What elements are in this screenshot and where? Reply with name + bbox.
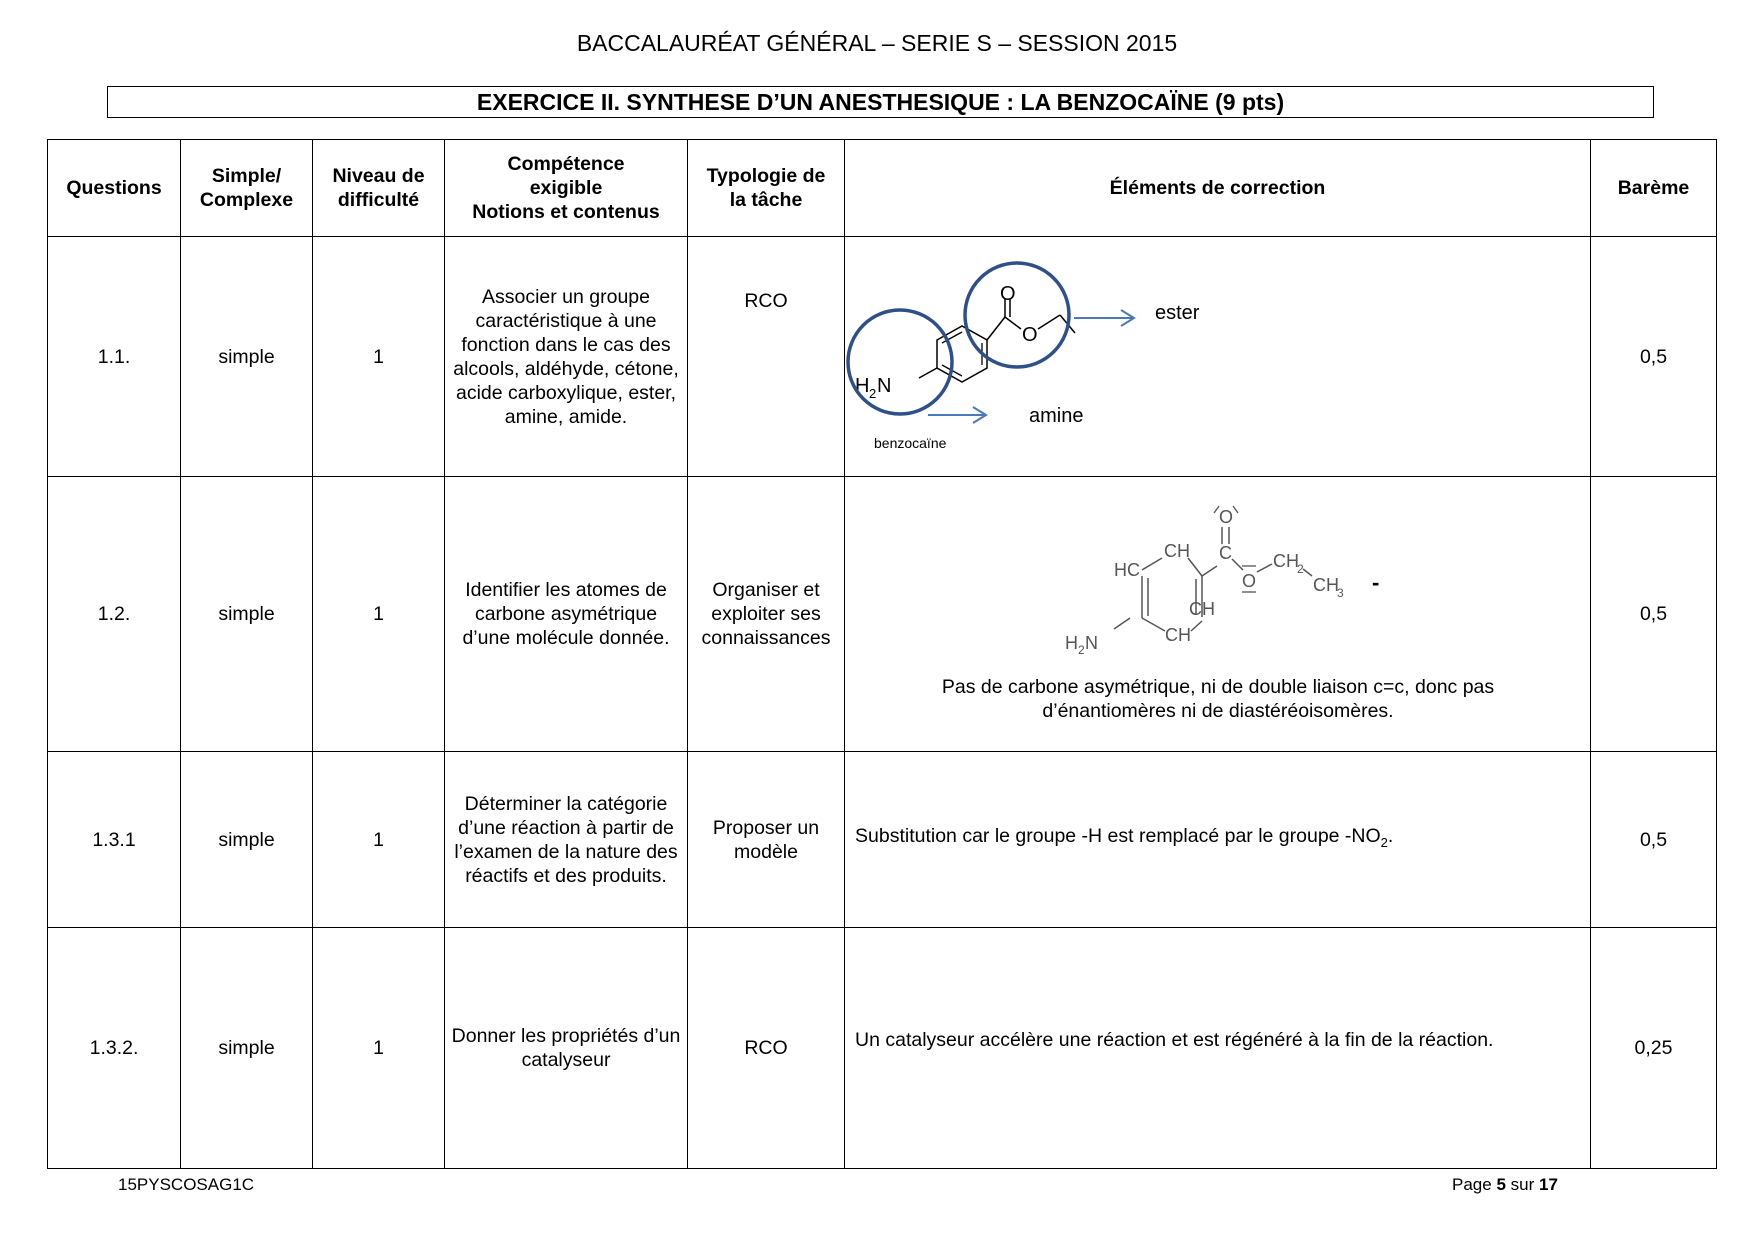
- of-word: sur: [1510, 1175, 1535, 1194]
- table-row: [48, 752, 1717, 928]
- amine-label: amine: [1029, 405, 1084, 427]
- atom-CH-top: CH: [1164, 541, 1190, 561]
- carbonyl-O: O: [1000, 283, 1016, 305]
- col-bareme: Barème: [1591, 140, 1717, 237]
- col-simple-line1: Simple/: [211, 165, 282, 187]
- question-type: simple: [181, 237, 313, 477]
- page-total: 17: [1539, 1175, 1558, 1194]
- document-code: 15PYSCOSAG1C: [118, 1175, 255, 1194]
- atom-CH3: CH: [1313, 575, 1339, 595]
- benzocaine-structure-figure: [845, 237, 1591, 476]
- molecule-name: benzocaïne: [874, 435, 947, 451]
- col-typo-line1: Typologie de: [706, 165, 826, 187]
- amine-N: N: [877, 375, 892, 397]
- amine-N: N: [1085, 633, 1098, 653]
- ester-highlight-circle: [965, 263, 1069, 367]
- competence-text: Donner les propriétés d’un catalyseur: [445, 928, 688, 1169]
- correction-figure-cell: [845, 477, 1591, 752]
- typologie-text: RCO: [688, 237, 845, 477]
- question-type: simple: [181, 752, 313, 928]
- semi-developed-formula-figure: [845, 477, 1591, 751]
- correction-text: Pas de carbone asymétrique, ni de double liaison c=c, donc pas d’énantiomères ni de diastéréoisomères.: [941, 676, 1495, 722]
- amine-subscript-2: 2: [869, 386, 877, 401]
- correction-subscript: 2: [1380, 834, 1388, 850]
- question-type: simple: [181, 928, 313, 1169]
- correction-figure-cell: [845, 237, 1591, 477]
- ester-bond: [1232, 559, 1243, 570]
- col-typo-line2: la tâche: [729, 189, 803, 211]
- page-header: BACCALAURÉAT GÉNÉRAL – SERIE S – SESSION 2015: [576, 30, 1178, 56]
- score: 0,25: [1591, 928, 1717, 1169]
- difficulty-level: 1: [313, 752, 445, 928]
- amine-subscript-2: 2: [1078, 643, 1085, 657]
- question-number: 1.3.1: [48, 752, 181, 928]
- col-simple-line2: Complexe: [199, 189, 294, 211]
- atom-CH-bottom: CH: [1165, 625, 1191, 645]
- question-type: simple: [181, 477, 313, 752]
- ethyl-bond: [1038, 315, 1060, 329]
- competence-text: Associer un groupe caractéristique à une fonction dans le cas des alcools, aldéhyde, cétone, acide carboxylique, ester, amine, amide.: [445, 237, 688, 477]
- atom-O-carbonyl: O: [1219, 507, 1234, 527]
- col-typologie: [688, 140, 845, 237]
- atom-CH3-subscript: 3: [1337, 586, 1344, 600]
- col-elements: Éléments de correction: [845, 140, 1591, 237]
- amine-bond: [1114, 618, 1130, 629]
- amine-bond: [919, 368, 937, 378]
- difficulty-level: 1: [313, 477, 445, 752]
- col-comp-line2: exigible: [529, 177, 603, 199]
- col-comp-line3: Notions et contenus: [472, 201, 660, 223]
- col-comp-line1: Compétence: [507, 153, 625, 175]
- col-niveau-line1: Niveau de: [332, 165, 425, 187]
- ring-bond: [1142, 558, 1162, 570]
- correction-main: Substitution car le groupe -H est remplacé par le groupe -NO: [855, 825, 1381, 848]
- question-number: 1.1.: [48, 237, 181, 477]
- correction-text: [845, 752, 1591, 928]
- col-competence: [445, 140, 688, 237]
- dash-mark: -: [1372, 570, 1380, 595]
- page-number: [1452, 1175, 1558, 1195]
- atom-C-carbonyl: C: [1219, 543, 1232, 563]
- page-word: Page: [1452, 1175, 1492, 1194]
- competence-text: Identifier les atomes de carbone asymétrique d’une molécule donnée.: [445, 477, 688, 752]
- page-current: 5: [1496, 1175, 1506, 1194]
- typologie-text: Organiser et exploiter ses connaissances: [688, 477, 845, 752]
- question-number: 1.3.2.: [48, 928, 181, 1169]
- atom-HC: HC: [1114, 560, 1140, 580]
- lone-pair: [1233, 506, 1238, 513]
- carbonyl-bond: [987, 317, 1005, 340]
- typologie-text: RCO: [688, 928, 845, 1169]
- ethyl-bond: [1303, 569, 1312, 576]
- score: 0,5: [1591, 752, 1717, 928]
- table-row: [48, 477, 1717, 752]
- difficulty-level: 1: [313, 237, 445, 477]
- ring-bond: [1191, 621, 1202, 631]
- correction-text: Un catalyseur accélère une réaction et est régénéré à la fin de la réaction.: [845, 928, 1591, 1169]
- table-row: [48, 928, 1717, 1169]
- table-header-row: [48, 140, 1717, 237]
- atom-CH2: CH: [1273, 551, 1299, 571]
- atom-O-ester: O: [1242, 571, 1257, 591]
- ring-bond: [1188, 558, 1202, 576]
- col-niveau: [313, 140, 445, 237]
- ester-O: O: [1022, 324, 1038, 346]
- ester-label: ester: [1155, 302, 1200, 324]
- typologie-text: Proposer un modèle: [688, 752, 845, 928]
- score: 0,5: [1591, 237, 1717, 477]
- table-row: [48, 237, 1717, 477]
- question-number: 1.2.: [48, 477, 181, 752]
- atom-CH2-subscript: 2: [1297, 562, 1304, 576]
- difficulty-level: 1: [313, 928, 445, 1169]
- ethyl-bond: [1257, 564, 1272, 572]
- ring-to-carbonyl-bond: [1202, 566, 1217, 576]
- score: 0,5: [1591, 477, 1717, 752]
- competence-text: Déterminer la catégorie d’une réaction à partir de l’examen de la nature des réactifs et des produits.: [445, 752, 688, 928]
- col-questions: Questions: [48, 140, 181, 237]
- amine-H: H: [855, 375, 870, 397]
- ester-bond: [1005, 317, 1021, 329]
- ring-bond: [1142, 618, 1165, 631]
- exercise-title: EXERCICE II. SYNTHESE D’UN ANESTHESIQUE : LA BENZOCAÏNE (9 pts): [107, 86, 1654, 118]
- correction-table: [47, 139, 1717, 1169]
- amine-H: H: [1065, 633, 1078, 653]
- col-niveau-line2: difficulté: [337, 189, 420, 211]
- correction-end: .: [1387, 825, 1394, 848]
- col-simple-complexe: [181, 140, 313, 237]
- atom-CH-right: CH: [1189, 599, 1215, 619]
